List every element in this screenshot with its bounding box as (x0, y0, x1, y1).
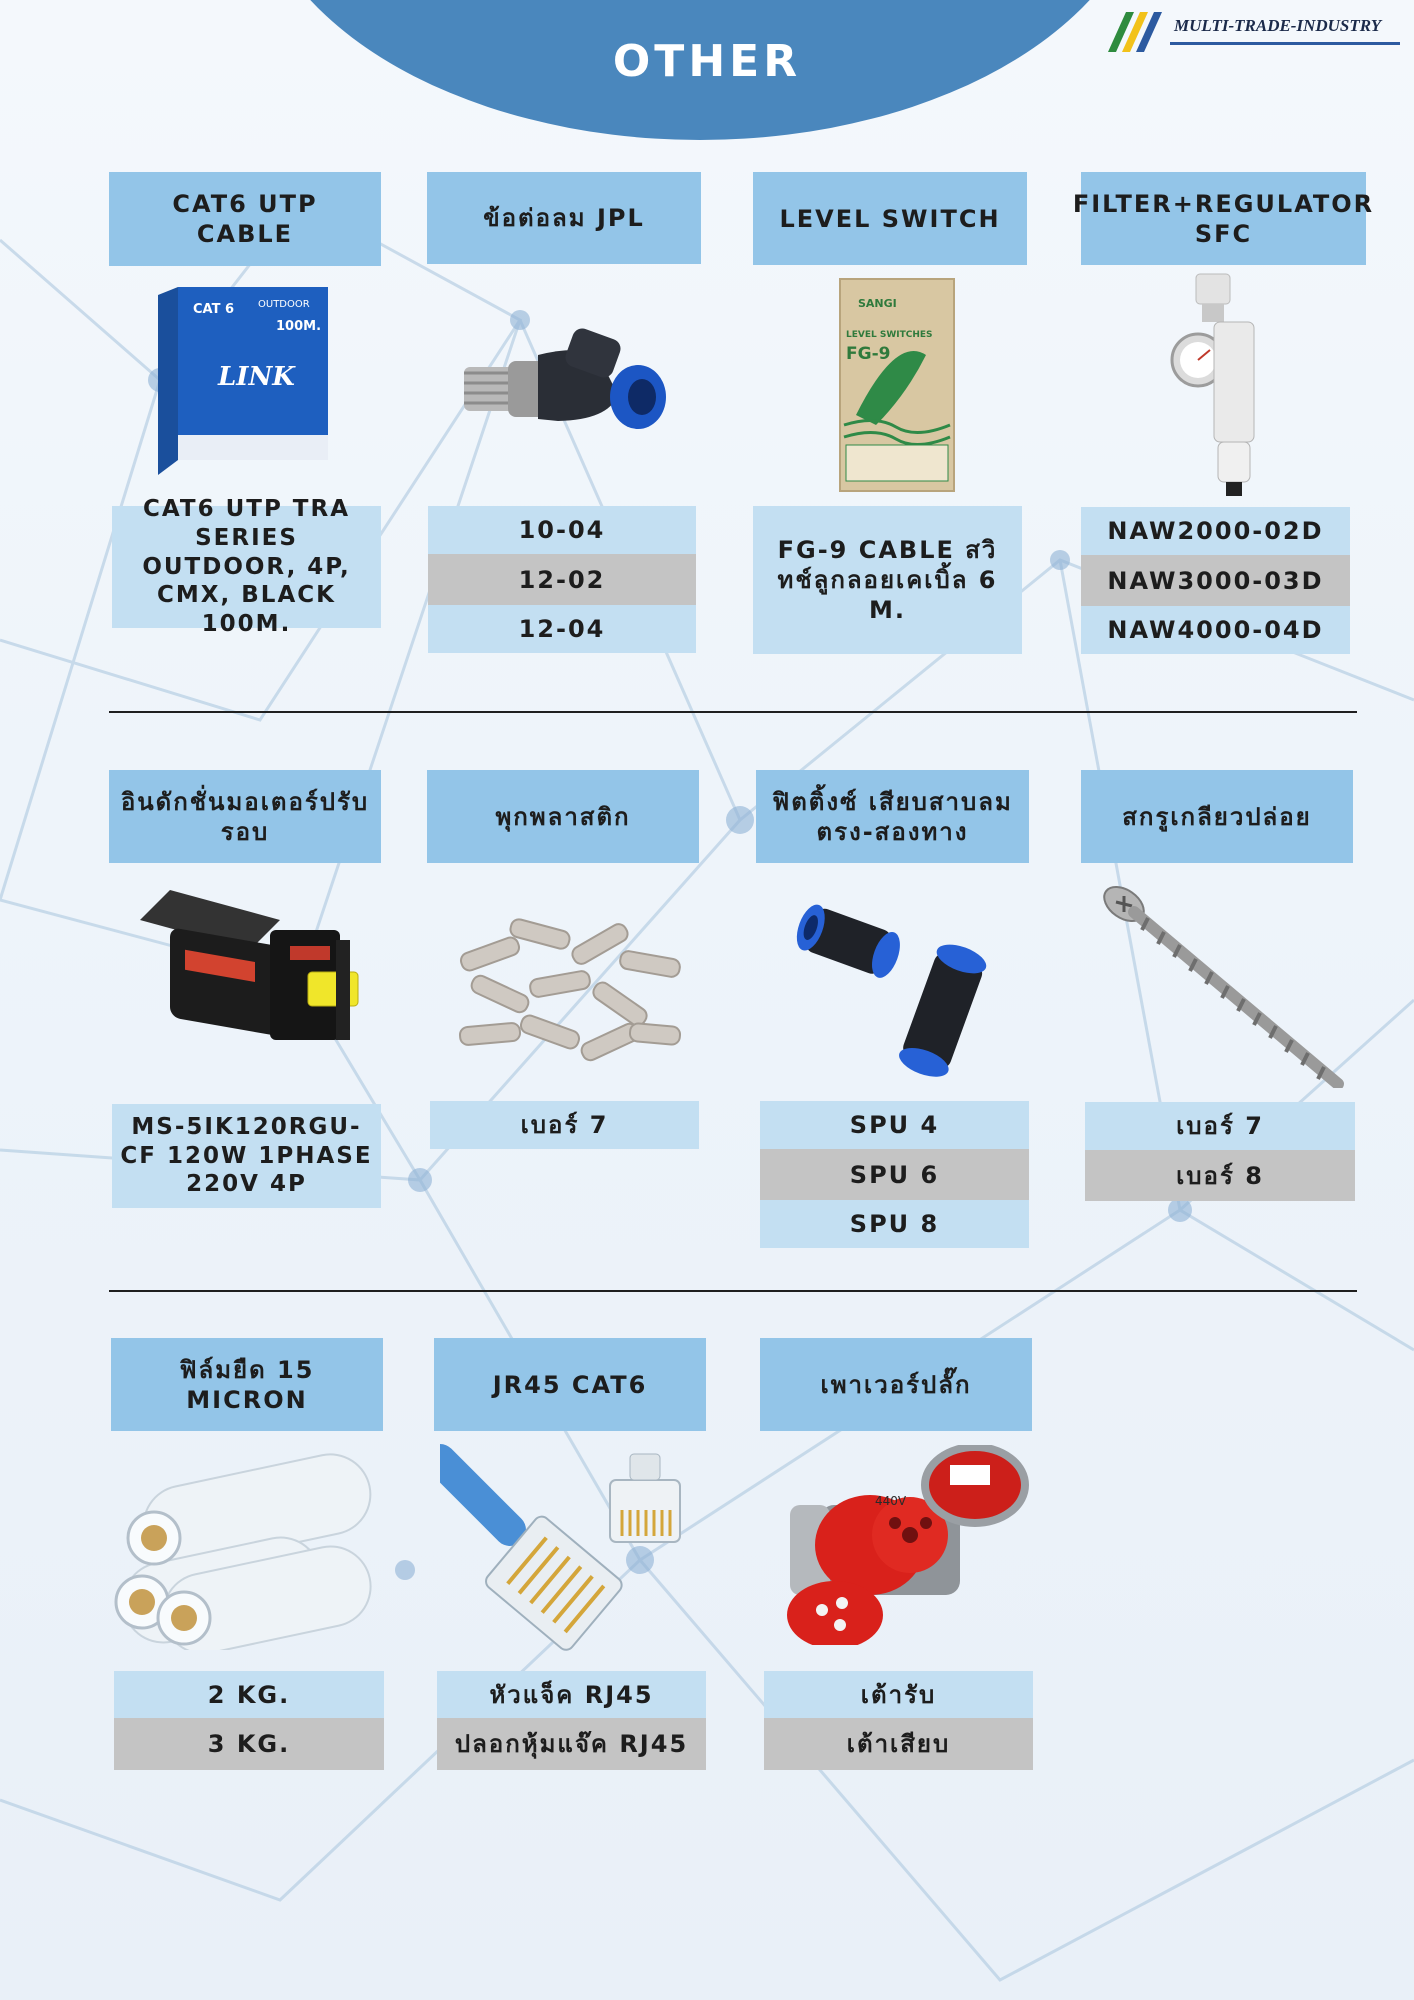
level-switch-box-image (836, 275, 958, 495)
section-divider (109, 1290, 1357, 1292)
push-fitting-item: SPU 6 (760, 1149, 1029, 1200)
box-link-text: LINK (218, 362, 295, 392)
logo-stripes-icon (1104, 6, 1168, 56)
box-brand-text: SANGI (858, 297, 897, 310)
logo-text: MULTI-TRADE-INDUSTRY (1174, 16, 1382, 35)
company-logo (1104, 6, 1404, 56)
power-plug-item: เต้ารับ (764, 1671, 1033, 1718)
push-fitting-item: SPU 4 (760, 1101, 1029, 1149)
box-cat6-text: CAT 6 (193, 302, 235, 317)
level-switch-detail: FG-9 CABLE สวิทช์ลูกลอยเคเบิ้ล 6 M. (753, 506, 1022, 654)
filter-regulator-item: NAW4000-04D (1081, 606, 1350, 654)
rj45-connector-image (440, 1440, 700, 1655)
plastic-plug-item: เบอร์ 7 (430, 1101, 699, 1149)
screw-image (1098, 878, 1348, 1088)
cat6-cable-title: CAT6 UTP CABLE (109, 172, 381, 266)
power-plug-title: เพาเวอร์ปลั๊ก (760, 1338, 1032, 1431)
stretch-film-title: ฟิล์มยืด 15 MICRON (111, 1338, 383, 1431)
box-length-text: 100M. (276, 319, 322, 334)
box-level-switches-text: LEVEL SWITCHES (846, 330, 933, 340)
filter-regulator-title: FILTER+REGULATOR SFC (1081, 172, 1366, 265)
jpl-fitting-item: 12-04 (428, 605, 696, 653)
page-title: OTHER (612, 36, 802, 87)
jpl-fitting-item: 10-04 (428, 506, 696, 554)
rj45-item: หัวแจ็ค RJ45 (437, 1671, 706, 1718)
push-fitting-title: ฟิตติ้งซ์ เสียบสาบลม ตรง-สองทาง (756, 770, 1029, 863)
induction-motor-image (130, 880, 362, 1065)
induction-motor-detail: MS-5IK120RGU-CF 120W 1PHASE 220V 4P (112, 1104, 381, 1208)
jpl-fitting-item: 12-02 (428, 554, 696, 605)
push-fitting-item: SPU 8 (760, 1200, 1029, 1248)
stretch-film-item: 2 KG. (114, 1671, 384, 1718)
power-plug-item: เต้าเสียบ (764, 1718, 1033, 1770)
box-model-text: FG-9 (846, 344, 891, 364)
jpl-elbow-fitting-image (458, 325, 668, 435)
cat6-cable-box-image (148, 285, 338, 480)
plug-voltage-text: 440V (875, 1494, 907, 1508)
induction-motor-title: อินดักชั่นมอเตอร์ปรับรอบ (109, 770, 381, 863)
level-switch-title: LEVEL SWITCH (753, 172, 1027, 265)
power-plug-image (780, 1445, 1035, 1645)
filter-regulator-image (1168, 270, 1258, 500)
logo-underline (1170, 42, 1400, 45)
filter-regulator-item: NAW2000-02D (1081, 507, 1350, 555)
rj45-item: ปลอกหุ้มแจ๊ค RJ45 (437, 1718, 706, 1770)
screw-item: เบอร์ 7 (1085, 1102, 1355, 1150)
box-outdoor-text: OUTDOOR (258, 299, 310, 310)
stretch-film-item: 3 KG. (114, 1718, 384, 1770)
section-divider (109, 711, 1357, 713)
push-fitting-image (790, 885, 1000, 1080)
stretch-film-image (112, 1450, 387, 1650)
jpl-fitting-title: ข้อต่อลม JPL (427, 172, 701, 264)
plastic-plug-title: พุกพลาสติก (427, 770, 699, 863)
screw-item: เบอร์ 8 (1085, 1150, 1355, 1201)
plastic-plug-image (450, 905, 688, 1070)
rj45-title: JR45 CAT6 (434, 1338, 706, 1431)
cat6-cable-detail: CAT6 UTP TRA SERIES OUTDOOR, 4P, CMX, BLACK 100M. (112, 506, 381, 628)
filter-regulator-item: NAW3000-03D (1081, 555, 1350, 606)
screw-title: สกรูเกลียวปล่อย (1081, 770, 1353, 863)
